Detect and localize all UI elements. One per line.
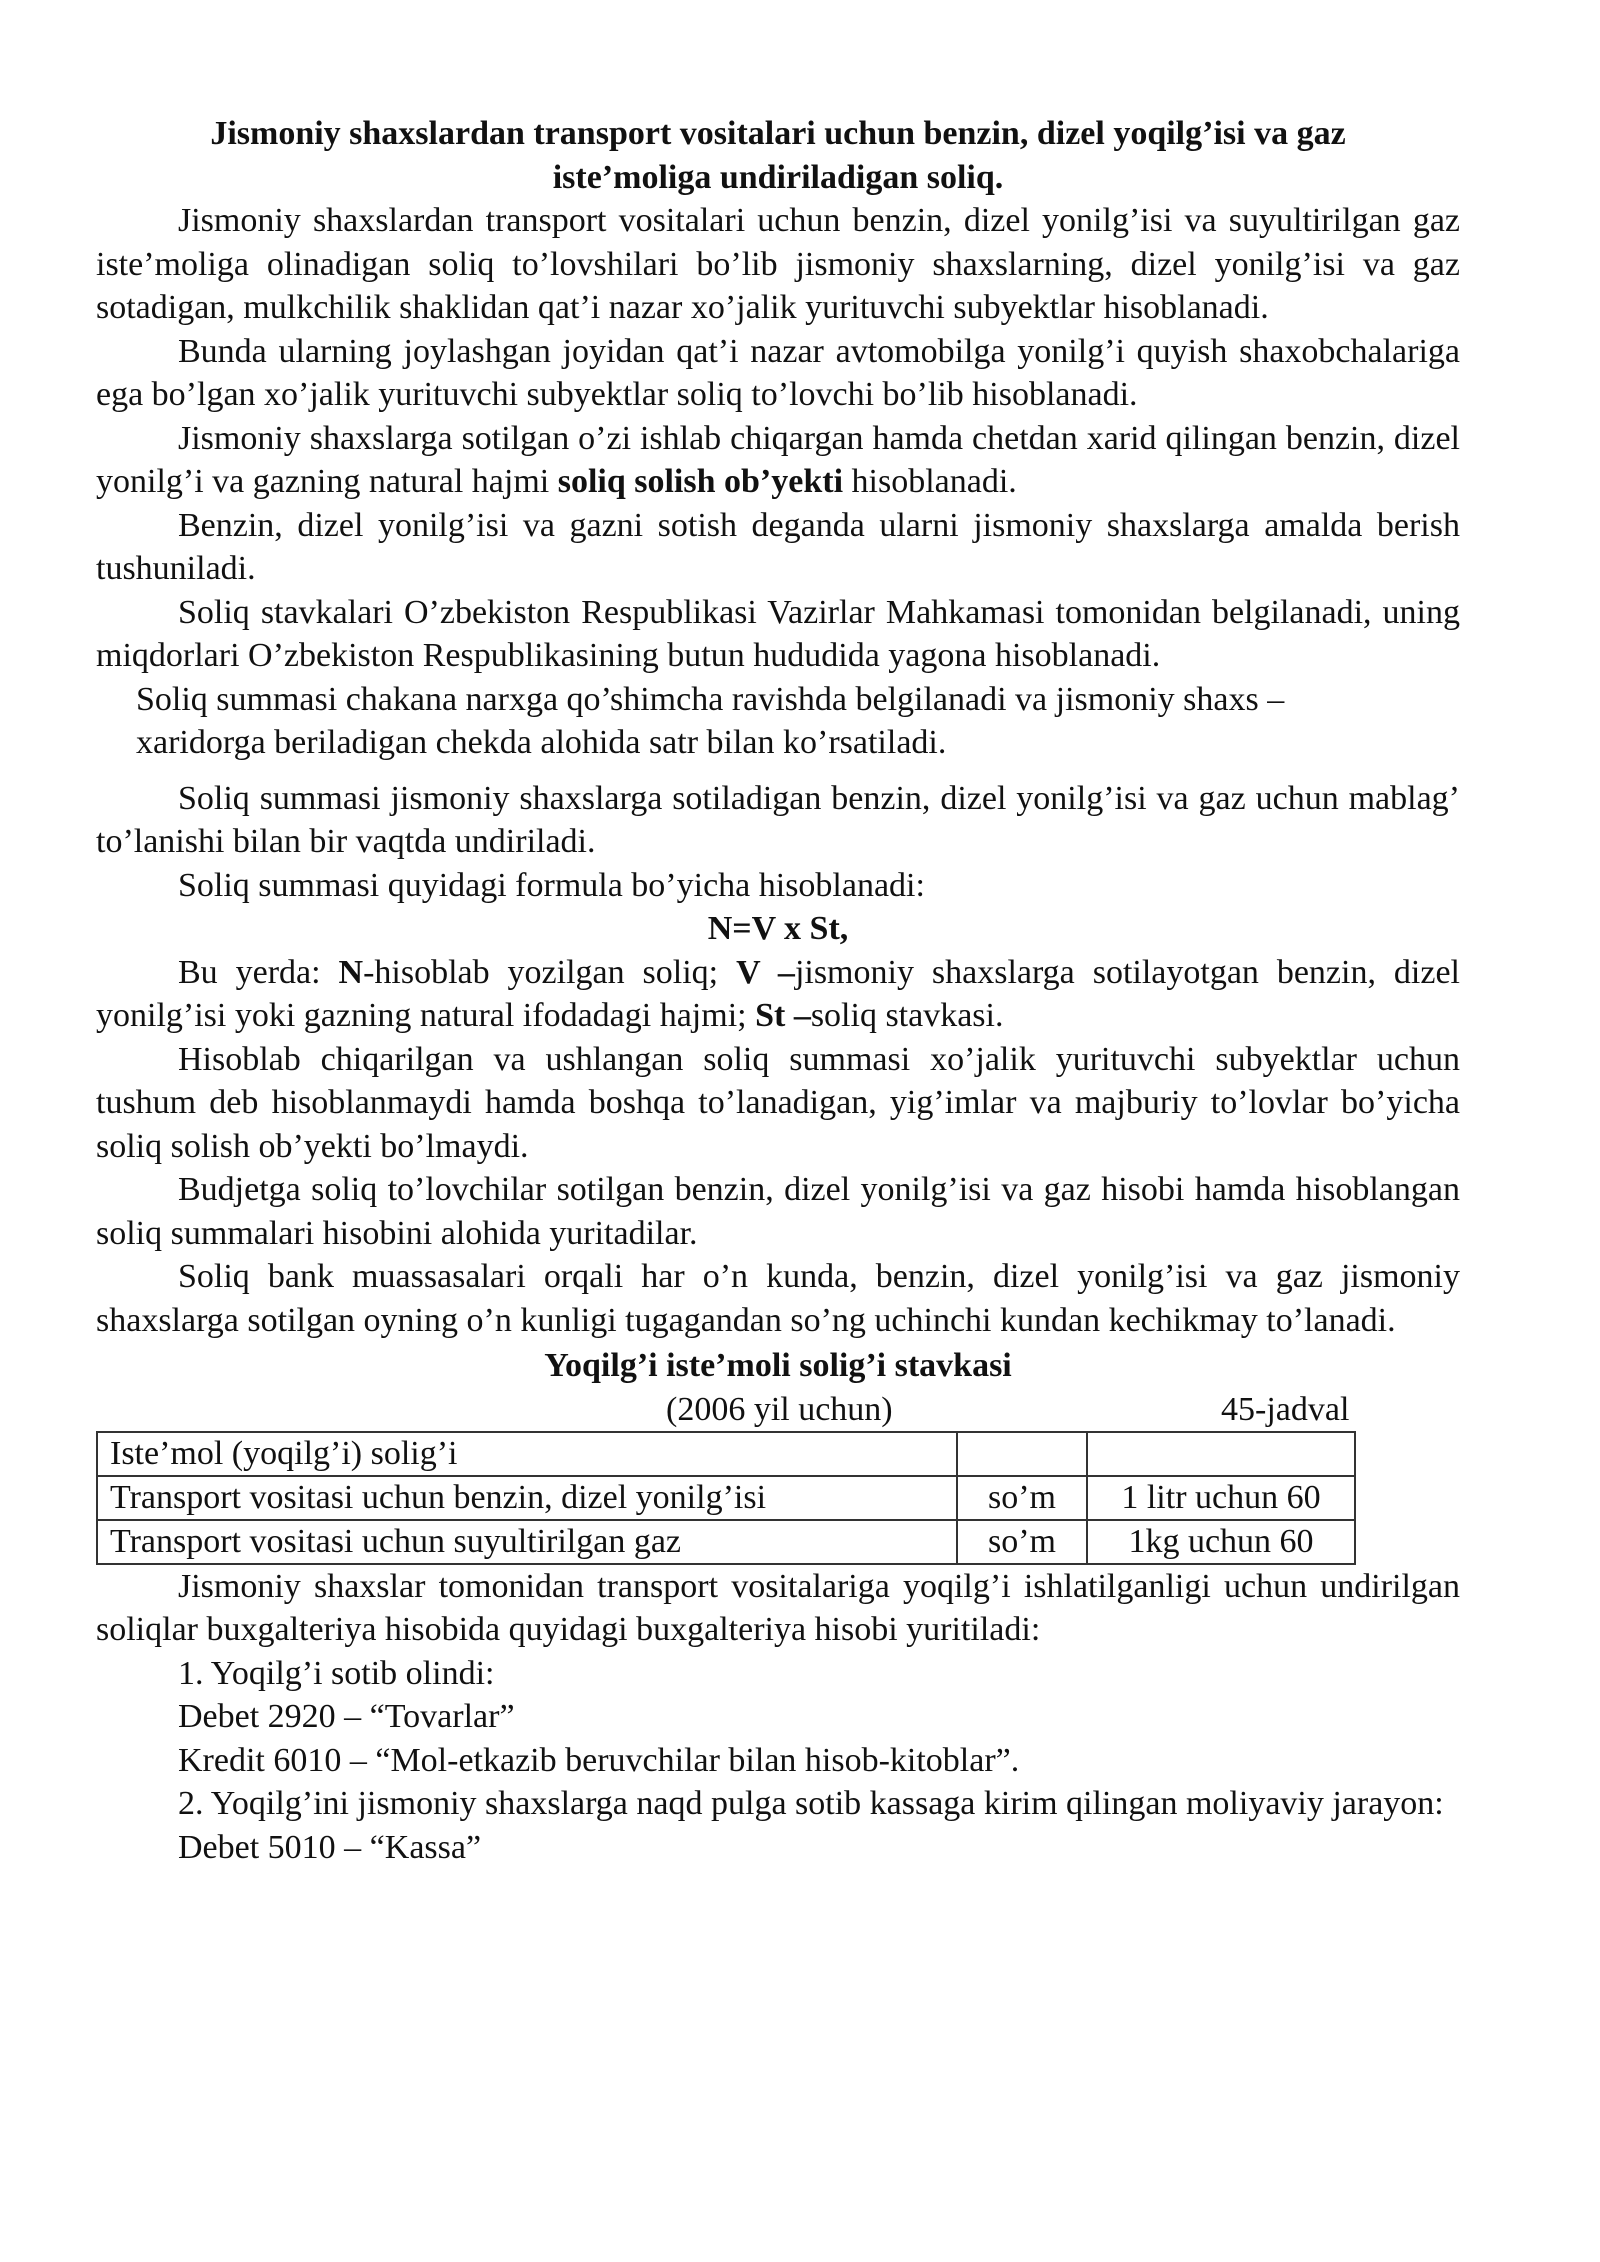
bold-term-tax-object: soliq solish ob’yekti bbox=[557, 463, 844, 500]
symbol-n: N bbox=[338, 953, 364, 991]
table-row bbox=[97, 1476, 1355, 1520]
title-line-1: Jismoniy shaxslardan transport vositalari uchun benzin, dizel yoqilg’isi va gaz bbox=[210, 115, 1346, 152]
formula-text: N=V x St, bbox=[707, 910, 849, 947]
document-title bbox=[96, 112, 1460, 199]
table-cell-unit bbox=[957, 1432, 1087, 1476]
table-row bbox=[97, 1520, 1355, 1564]
accounting-debit-2920: Debet 2920 – “Tovarlar” bbox=[178, 1698, 515, 1735]
receipt-note-line-2: xaridorga beriladigan chekda alohida satr bilan ko’rsatiladi. bbox=[136, 724, 947, 761]
table-cell-rate: 1 litr uchun 60 bbox=[1087, 1476, 1355, 1520]
paragraph-taxpayers: Jismoniy shaxslardan transport vositalari uchun benzin, dizel yonilg’isi va suyultirilgan gaz iste’moliga olinadigan soliq to’lovshilari bo’lib jismoniy shaxslarning, dizel yonilg’isi va gaz sotadigan, mulkchilik shaklidan qat’i nazar xo’jalik yurituvchi subyektlar hisoblanadi. bbox=[96, 202, 1460, 326]
text-span: hisoblanadi. bbox=[843, 463, 1017, 500]
paragraph-receipt-note bbox=[96, 678, 1460, 765]
symbol-v: V – bbox=[736, 953, 795, 991]
accounting-debit-5010: Debet 5010 – “Kassa” bbox=[178, 1828, 482, 1866]
paragraph-sale-definition: Benzin, dizel yonilg’isi va gazni sotish deganda ularni jismoniy shaxslarga amalda berish tushuniladi. bbox=[96, 506, 1460, 587]
symbol-st: St – bbox=[755, 997, 811, 1034]
text-span: soliq stavkasi. bbox=[810, 997, 1004, 1034]
table-cell-unit: so’m bbox=[957, 1520, 1087, 1564]
table-subcaption: (2006 yil uchun) bbox=[666, 1390, 893, 1428]
text-span: Jismoniy shaxslarga sotilgan o’zi ishlab chiqargan hamda chetdan xarid qilingan benzin, dizel yonilg’i va gazning natural hajmi bbox=[96, 419, 1460, 500]
table-cell-unit: so’m bbox=[957, 1476, 1087, 1520]
paragraph-fuel-stations: Bunda ularning joylashgan joyidan qat’i nazar avtomobilga yonilg’i quyish shaxobchalariga ega bo’lgan xo’jalik yurituvchi subyektlar soliq to’lovchi bo’lib hisoblanadi. bbox=[96, 332, 1460, 413]
paragraph-tax-object bbox=[96, 417, 1460, 504]
table-cell-name: Transport vositasi uchun benzin, dizel yonilg’isi bbox=[97, 1476, 957, 1520]
accounting-step-2: 2. Yoqilg’ini jismoniy shaxslarga naqd pulga sotib kassaga kirim qilingan moliyaviy jarayon: bbox=[178, 1785, 1444, 1822]
paragraph-separate-accounting: Budjetga soliq to’lovchilar sotilgan benzin, dizel yonilg’isi va gaz hisobi hamda hisoblangan soliq summalari hisobini alohida yuritadilar. bbox=[96, 1171, 1460, 1252]
tax-rate-table bbox=[96, 1431, 1356, 1565]
paragraph-not-revenue: Hisoblab chiqarilgan va ushlangan soliq summasi xo’jalik yurituvchi subyektlar uchun tushum deb hisoblanmaydi hamda boshqa to’lanadigan, yig’imlar va majburiy to’lovlar bo’yicha soliq solish ob’yekti bo’lmaydi. bbox=[96, 1040, 1460, 1165]
accounting-step-1: 1. Yoqilg’i sotib olindi: bbox=[178, 1654, 495, 1692]
table-caption: Yoqilg’i iste’moli solig’i stavkasi bbox=[544, 1347, 1012, 1384]
table-subcaption-row bbox=[96, 1388, 1460, 1431]
paragraph-payment-terms: Soliq bank muassasalari orqali har o’n kunda, benzin, dizel yonilg’isi va gaz jismoniy shaxslarga sotilgan oyning o’n kunligi tugagandan so’ng uchinchi kundan kechikmay to’lanadi. bbox=[96, 1258, 1460, 1339]
formula bbox=[96, 907, 1460, 951]
table-cell-name: Transport vositasi uchun suyultirilgan gaz bbox=[97, 1520, 957, 1564]
accounting-credit-6010: Kredit 6010 – “Mol-etkazib beruvchilar bilan hisob-kitoblar”. bbox=[178, 1741, 1020, 1779]
receipt-note-line-1: Soliq summasi chakana narxga qo’shimcha ravishda belgilanadi va jismoniy shaxs – bbox=[136, 680, 1285, 718]
table-cell-rate: 1kg uchun 60 bbox=[1087, 1520, 1355, 1564]
title-line-2: iste’moliga undiriladigan soliq. bbox=[552, 158, 1004, 196]
table-number: 45-jadval bbox=[1221, 1390, 1350, 1428]
table-cell-name: Iste’mol (yoqilg’i) solig’i bbox=[97, 1432, 957, 1476]
paragraph-accounting-intro: Jismoniy shaxslar tomonidan transport vositalariga yoqilg’i ishlatilganligi uchun undirilgan soliqlar buxgalteriya hisobida quyidagi buxgalteriya hisobi yuritiladi: bbox=[96, 1567, 1460, 1648]
table-cell-rate bbox=[1087, 1432, 1355, 1476]
table-row bbox=[97, 1432, 1355, 1476]
paragraph-formula-legend bbox=[96, 951, 1460, 1038]
paragraph-tax-rates: Soliq stavkalari O’zbekiston Respublikasi Vazirlar Mahkamasi tomonidan belgilanadi, uning miqdorlari O’zbekiston Respublikasining butun hududida yagona hisoblanadi. bbox=[96, 593, 1460, 674]
text-span: Bu yerda: bbox=[178, 953, 339, 991]
paragraph-collection: Soliq summasi jismoniy shaxslarga sotiladigan benzin, dizel yonilg’isi va gaz uchun mablag’ to’lanishi bilan bir vaqtda undiriladi. bbox=[96, 779, 1460, 860]
text-span: jismoniy shaxslarga sotilayotgan benzin, dizel yonilg’isi yoki gazning natural ifodadagi hajmi; bbox=[96, 953, 1460, 1034]
paragraph-formula-intro: Soliq summasi quyidagi formula bo’yicha hisoblanadi: bbox=[178, 866, 925, 904]
text-span: -hisoblab yozilgan soliq; bbox=[363, 953, 737, 991]
